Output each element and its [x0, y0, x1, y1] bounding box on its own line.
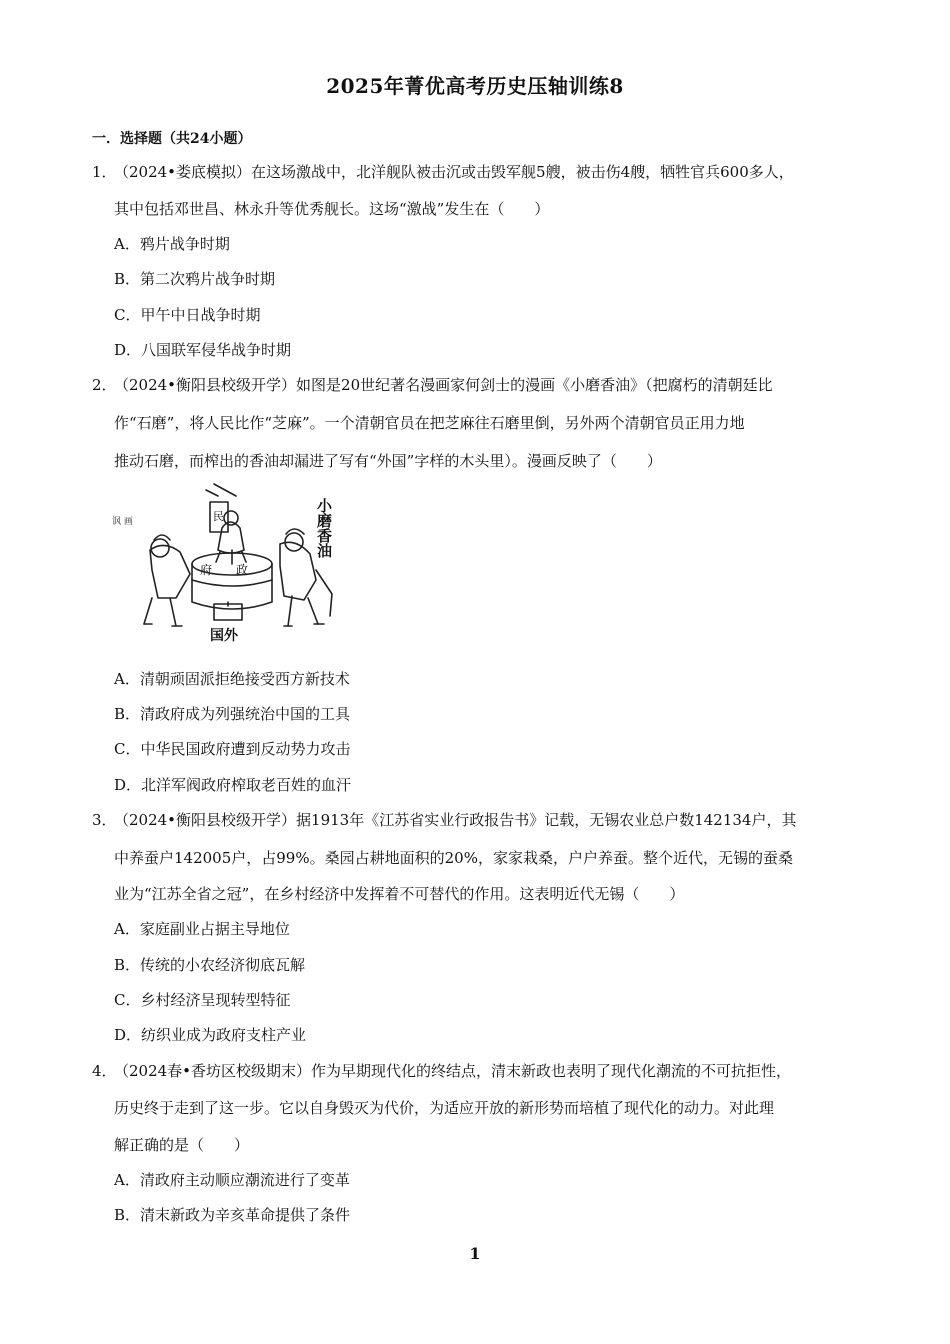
option-a: A．清政府主动顺应潮流进行了变革: [114, 1171, 350, 1189]
cartoon-title: 小磨香油: [315, 498, 333, 558]
question-text: 作“石磨”，将人民比作“芝麻”。一个清朝官员在把芝麻往石磨里倒，另外两个清朝官员正用力地: [114, 414, 745, 432]
question-text: 其中包括邓世昌、林永升等优秀舰长。这场“激战”发生在（ ）: [114, 200, 550, 218]
question-number: 4．: [92, 1062, 117, 1080]
right-official: [280, 542, 316, 600]
label-zheng: 政: [236, 563, 249, 577]
option-d: D．纺织业成为政府支柱产业: [114, 1026, 307, 1044]
page-title: 2025年菁优高考历史压轴训练8: [326, 74, 624, 98]
question-number: 2．: [92, 376, 117, 394]
question-text: （2024•娄底模拟）在这场激战中，北洋舰队被击沉或击毁军舰5艘，被击伤4艘，牺牲官兵600多人，: [114, 163, 794, 181]
option-a: A．清朝顽固派拒绝接受西方新技术: [114, 670, 350, 688]
label-fu: 府: [200, 563, 213, 577]
question-text: 解正确的是（ ）: [114, 1136, 250, 1154]
question-text: （2024•衡阳县校级开学）如图是20世纪著名漫画家何剑士的漫画《小磨香油》（把腐朽的清朝廷比: [114, 376, 773, 394]
page-number: 1: [469, 1244, 481, 1263]
option-a: A．家庭副业占据主导地位: [114, 920, 290, 938]
option-c: C．甲午中日战争时期: [114, 306, 261, 324]
section-heading: 一．选择题（共24小题）: [92, 131, 252, 147]
question-2: [92, 375, 872, 395]
question-4: [92, 1061, 872, 1081]
option-b: B．第二次鸦片战争时期: [114, 270, 276, 288]
question-3: [92, 810, 872, 830]
top-official: [218, 522, 244, 553]
option-a: A．鸦片战争时期: [114, 235, 230, 253]
option-b: B．传统的小农经济彻底瓦解: [114, 956, 306, 974]
artist-signature: 讽 画: [112, 517, 133, 527]
question-number: 1．: [92, 163, 117, 181]
option-d: D．北洋军阀政府榨取老百姓的血汗: [114, 776, 352, 794]
label-min: 民: [213, 510, 224, 523]
label-guowai: 国外: [210, 628, 238, 644]
question-text: 中养蚕户142005户，占99%。桑园占耕地面积的20%，家家栽桑，户户养蚕。整个近代，无锡的蚕桑: [114, 849, 793, 867]
question-text: （2024春•香坊区校级期末）作为早期现代化的终结点，清末新政也表明了现代化潮流的不可抗拒性，: [114, 1062, 792, 1080]
left-official: [150, 545, 190, 598]
question-1: [92, 162, 872, 182]
cartoon-figure: [110, 480, 350, 652]
option-c: C．乡村经济呈现转型特征: [114, 991, 291, 1009]
option-d: D．八国联军侵华战争时期: [114, 341, 292, 359]
question-text: 推动石磨，而榨出的香油却漏进了写有“外国”字样的木头里）。漫画反映了（ ）: [114, 452, 662, 470]
question-number: 3．: [92, 811, 117, 829]
question-text: 历史终于走到了这一步。它以自身毁灭为代价，为适应开放的新形势而培植了现代化的动力。对此理: [114, 1099, 775, 1117]
question-text: 业为“江苏全省之冠”，在乡村经济中发挥着不可替代的作用。这表明近代无锡（ ）: [114, 885, 685, 903]
question-text: （2024•衡阳县校级开学）据1913年《江苏省实业行政报告书》记载，无锡农业总户数142134户，其: [114, 811, 797, 829]
option-b: B．清政府成为列强统治中国的工具: [114, 705, 351, 723]
option-b: B．清末新政为辛亥革命提供了条件: [114, 1206, 351, 1224]
option-c: C．中华民国政府遭到反动势力攻击: [114, 740, 351, 758]
